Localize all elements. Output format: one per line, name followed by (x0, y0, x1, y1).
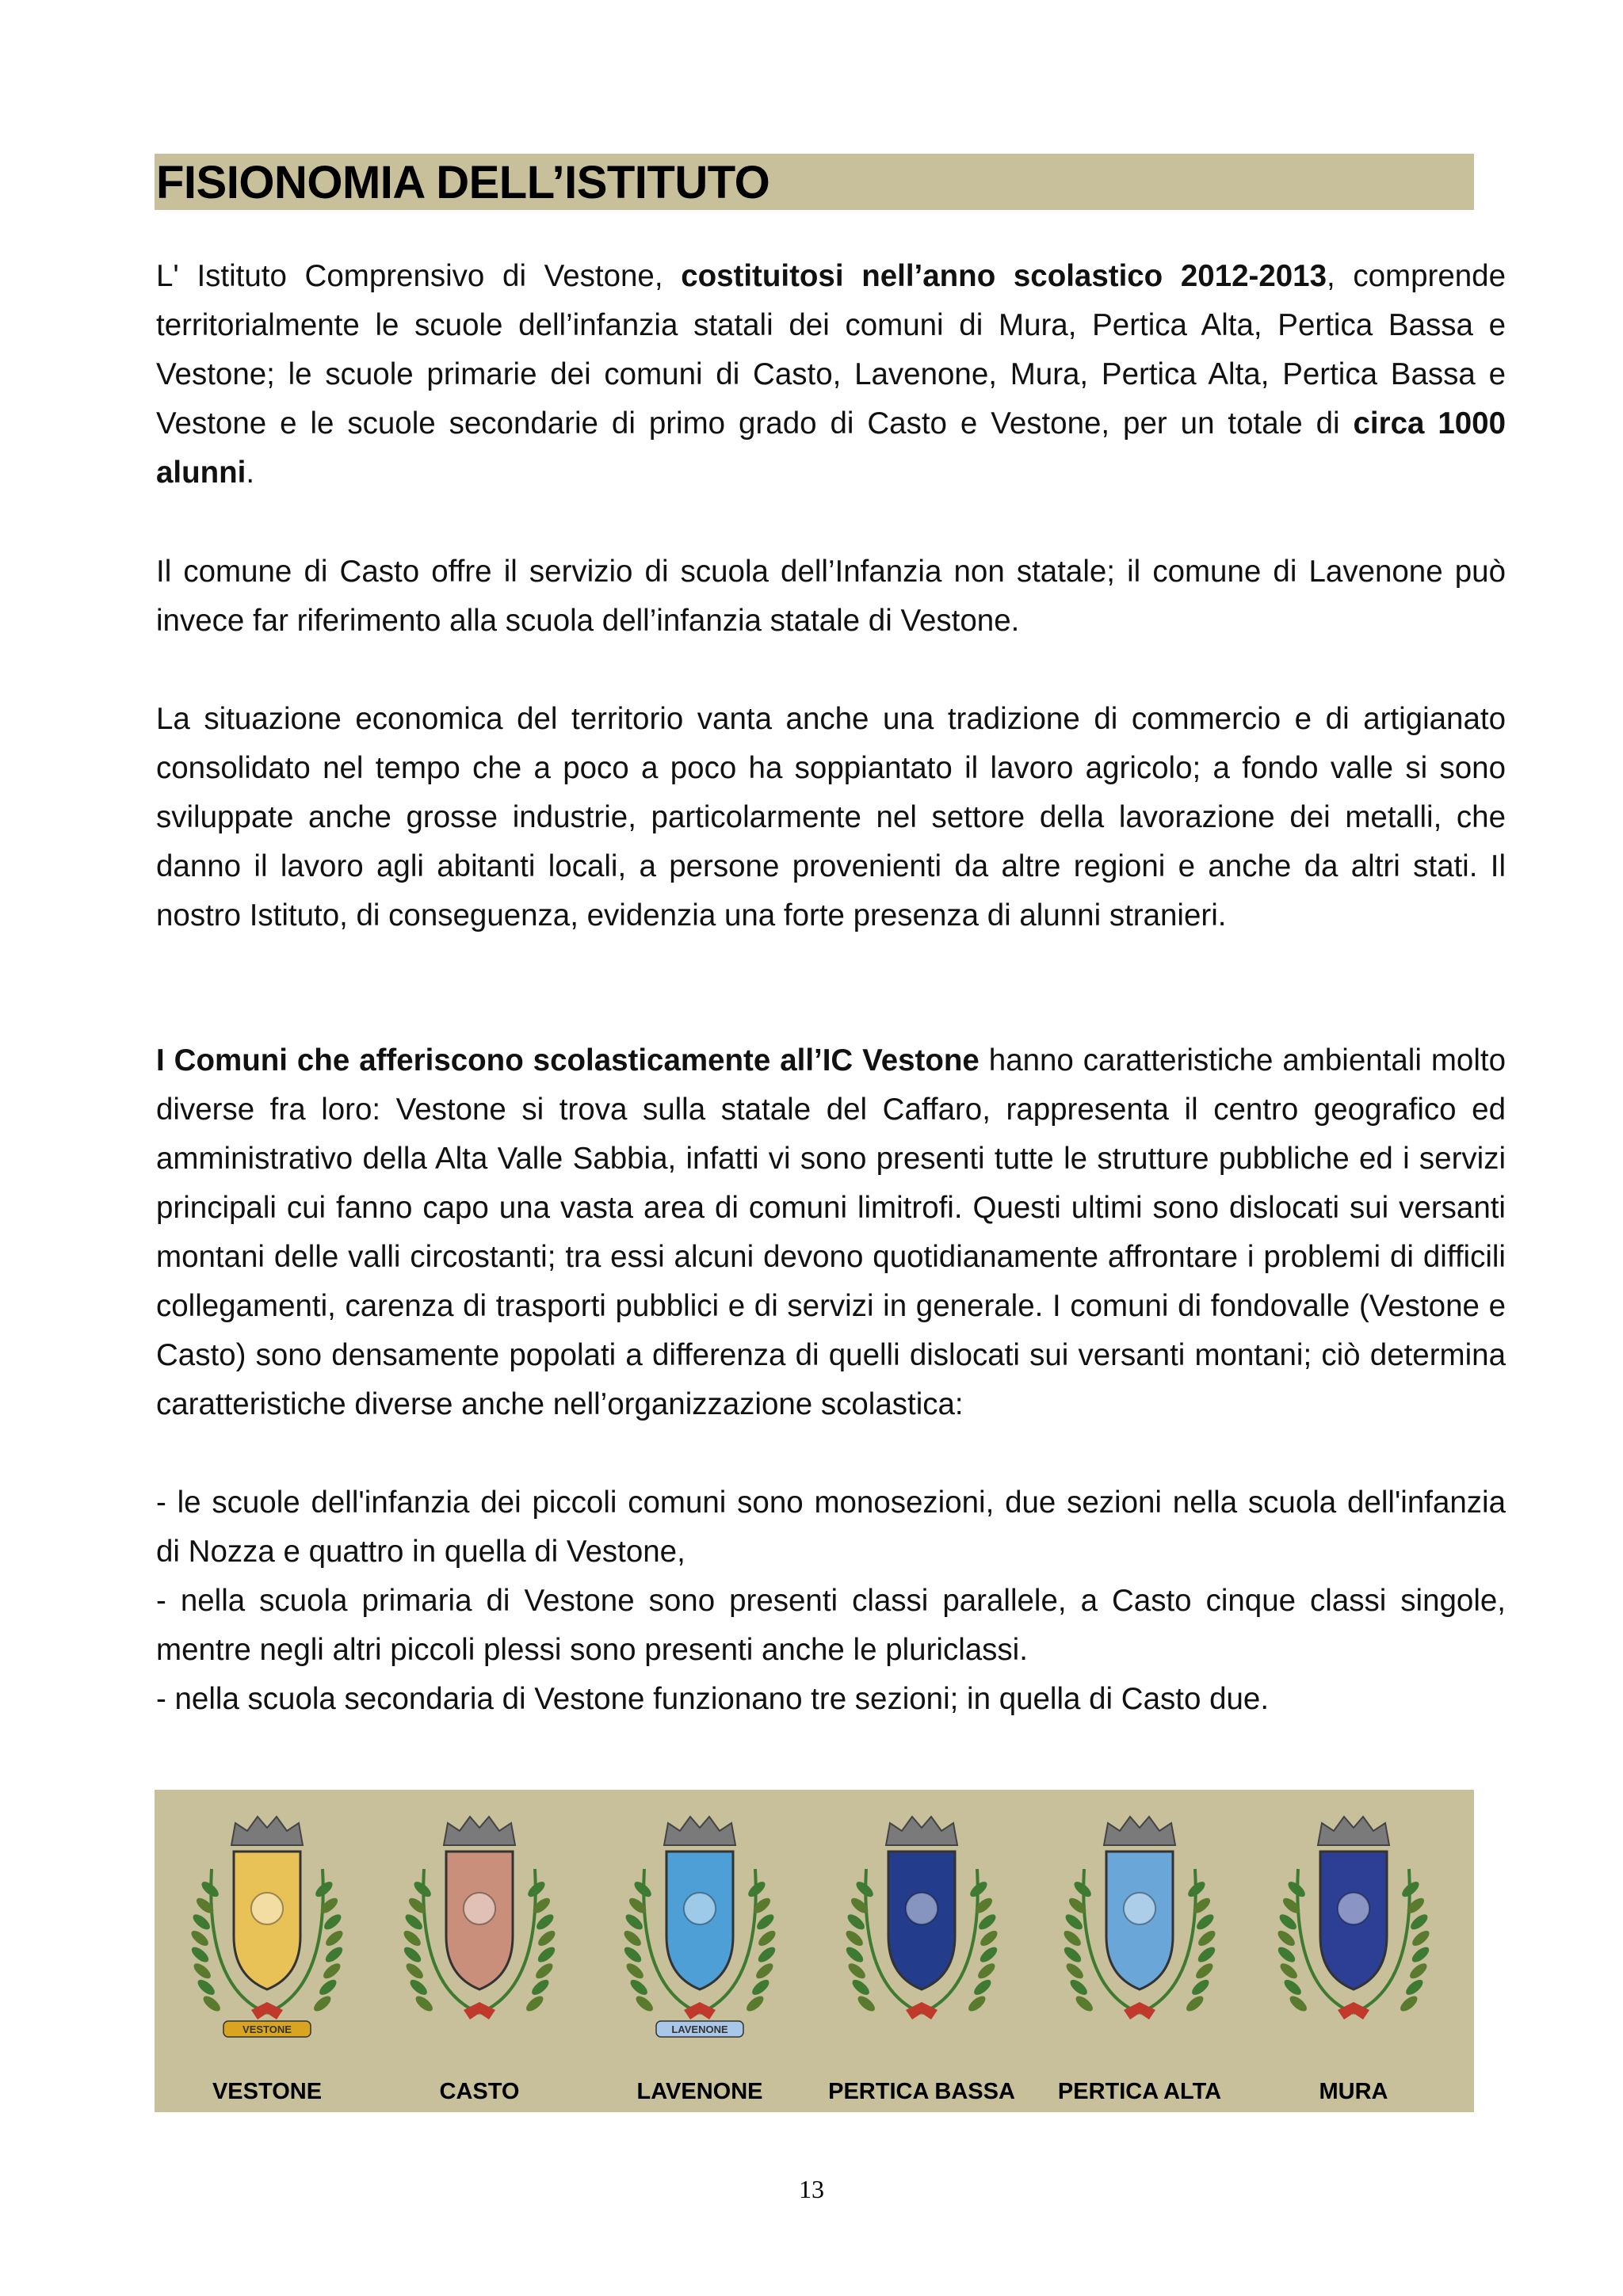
emblem-icon (906, 1893, 938, 1924)
paragraph-intro-bold-students: circa 1000 alunni (156, 406, 1506, 490)
crest-label-pertica-alta: PERTICA ALTA (1057, 2079, 1222, 2104)
list-item: - nella scuola primaria di Vestone sono presenti classi parallele, a Casto cinque classi singole, mentre negli altri piccoli plessi sono presenti anche le pluriclassi. (156, 1584, 1506, 1667)
ribbon-icon (1338, 2002, 1369, 2019)
emblem-icon (251, 1893, 283, 1924)
ribbon-icon (251, 2002, 283, 2019)
crown-icon (231, 1817, 303, 1845)
paragraph-comuni-text: hanno caratteristiche ambientali molto diverse fra loro: Vestone si trova sulla statale del Caffaro, rappresenta il centro geografico ed amministrativo della Alta Valle Sabbia, infatti vi sono presenti tutte le strutture pubbliche ed i servizi principali cui fanno capo una vasta area di comuni limitrofi. Questi ultimi sono dislocati sui versanti montani delle valli circostanti; tra essi alcuni devono quotidianamente affrontare i problemi di difficili collegamenti, carenza di trasporti pubblici e di servizi in generale. I comuni di fondovalle (Vestone e Casto) sono densamente popolati a differenza di quelli dislocati sui versanti montani; ciò determina caratteristiche diverse anche nell’organizzazione scolastica: (156, 1043, 1506, 1421)
crown-icon (1318, 1817, 1389, 1845)
crown-icon (1104, 1817, 1175, 1845)
crest-label-casto: CASTO (439, 2079, 520, 2104)
emblem-icon (684, 1893, 716, 1924)
emblem-icon (1338, 1893, 1369, 1924)
crest-label-mura: MURA (1319, 2079, 1388, 2104)
scroll-text: LAVENONE (671, 2023, 728, 2035)
crown-icon (886, 1817, 957, 1845)
coat-of-arms-casto (400, 1806, 559, 2043)
paragraph-intro-text-a: L' Istituto Comprensivo di Vestone, (156, 259, 682, 293)
page-heading: FISIONOMIA DELL’ISTITUTO (156, 157, 770, 208)
ribbon-icon (684, 2002, 716, 2019)
scroll-text: VESTONE (242, 2023, 292, 2035)
coats-of-arms-panel (155, 1790, 1474, 2112)
crown-icon (664, 1817, 735, 1845)
paragraph-comuni (156, 1036, 1506, 1429)
crest-label-lavenone: LAVENONE (636, 2079, 763, 2104)
school-organization-list (156, 1478, 1506, 1724)
list-item: - le scuole dell'infanzia dei piccoli comuni sono monosezioni, due sezioni nella scuola dell'infanzia di Nozza e quattro in quella di Vestone, (156, 1486, 1506, 1569)
coat-of-arms-pertica-bassa (842, 1806, 1001, 2043)
list-item: - nella scuola secondaria di Vestone funzionano tre sezioni; in quella di Casto due. (156, 1682, 1270, 1716)
ribbon-icon (464, 2002, 495, 2019)
paragraph-intro (156, 252, 1506, 498)
paragraph-comuni-bold: I Comuni che afferiscono scolasticamente all’IC Vestone (156, 1043, 980, 1077)
ribbon-icon (1124, 2002, 1155, 2019)
emblem-icon (464, 1893, 495, 1924)
paragraph-intro-text-e: . (246, 456, 255, 490)
paragraph-casto: Il comune di Casto offre il servizio di scuola dell’Infanzia non statale; il comune di Lavenone può invece far riferimento alla scuola dell’infanzia statale di Vestone. (156, 555, 1506, 638)
emblem-icon (1124, 1893, 1155, 1924)
paragraph-economy: La situazione economica del territorio vanta anche una tradizione di commercio e di artigianato consolidato nel tempo che a poco a poco ha soppiantato il lavoro agricolo; a fondo valle si sono sviluppate anche grosse industrie, particolarmente nel settore della lavorazione dei metalli, che danno il lavoro agli abitanti locali, a persone provenienti da altre regioni e anche da altri stati. Il nostro Istituto, di conseguenza, evidenzia una forte presenza di alunni stranieri. (156, 702, 1506, 933)
paragraph-intro-bold-year: costituitosi nell’anno scolastico 2012-2013 (681, 259, 1327, 293)
paragraph-intro-text-c: , comprende territorialmente le scuole dell’infanzia statali dei comuni di Mura, Pertica Alta, Pertica Bassa e Vestone; le scuole primarie dei comuni di Casto, Lavenone, Mura, Pertica Alta, Pertica Bassa e Vestone e le scuole secondarie di primo grado di Casto e Vestone, per un totale di (156, 259, 1506, 441)
ribbon-icon (906, 2002, 938, 2019)
page-number: 13 (799, 2175, 824, 2203)
coat-of-arms-lavenone (621, 1806, 779, 2043)
crown-icon (444, 1817, 515, 1845)
crest-label-vestone: VESTONE (212, 2079, 323, 2104)
coat-of-arms-pertica-alta (1060, 1806, 1219, 2043)
coat-of-arms-mura (1274, 1806, 1433, 2043)
crest-label-pertica-bassa: PERTICA BASSA (828, 2079, 1015, 2104)
coat-of-arms-vestone (188, 1806, 346, 2043)
